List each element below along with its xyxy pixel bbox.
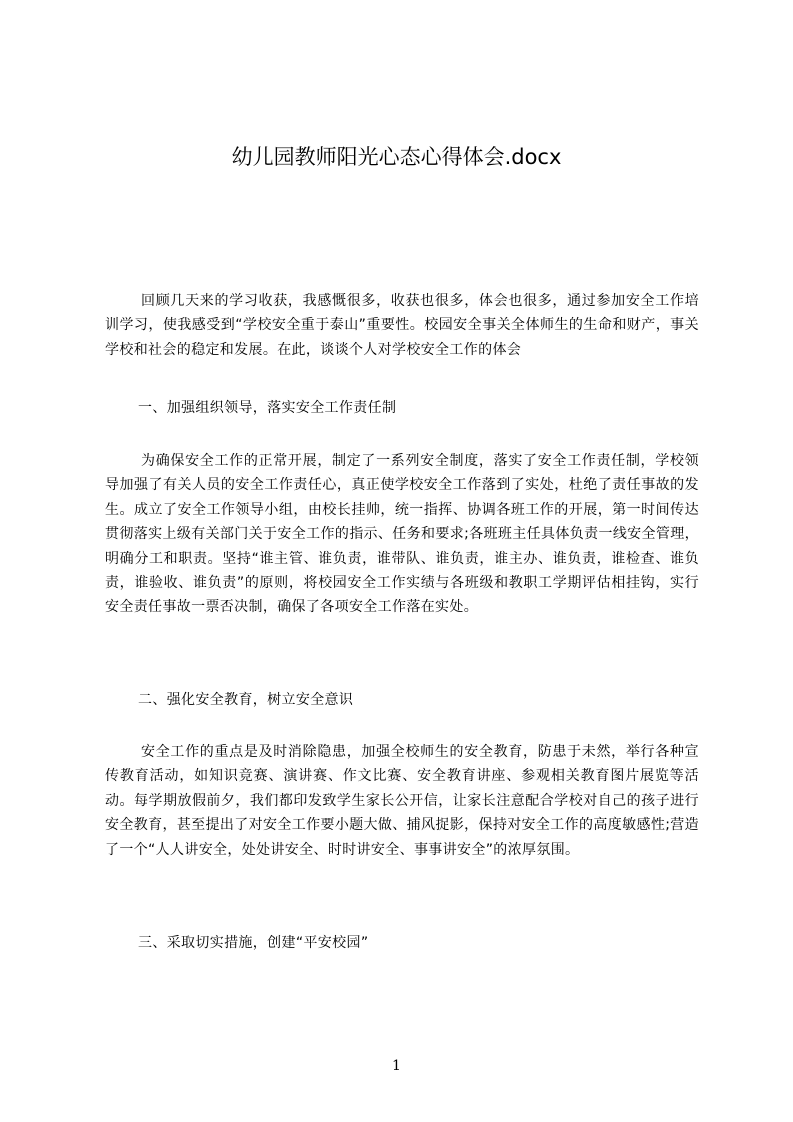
page-number: 1 xyxy=(392,1058,401,1074)
section-2-paragraph: 安全工作的重点是及时消除隐患，加强全校师生的安全教育，防患于未然，举行各种宣传教育活动，如知识竞赛、演讲赛、作文比赛、安全教育讲座、参观相关教育图片展览等活动。每学期放假前夕，我们都印发致学生家长公开信，让家长注意配合学校对自己的孩子进行安全教育，甚至提出了对安全工作要小题大做、捕风捉影，保持对安全工作的高度敏感性;营造了一个“人人讲安全，处处讲安全、时时讲安全、事事讲安全”的浓厚氛围。 xyxy=(105,744,699,858)
document-title: 幼儿园教师阳光心态心得体会.docx xyxy=(231,145,562,169)
section-heading-1: 一、加强组织领导，落实安全工作责任制 xyxy=(138,400,397,416)
section-1-paragraph: 为确保安全工作的正常开展，制定了一系列安全制度，落实了安全工作责任制，学校领导加强了有关人员的安全工作责任心，真正使学校安全工作落到了实处，杜绝了责任事故的发生。成立了安全工作领导小组，由校长挂帅，统一指挥、协调各班工作的开展，第一时间传达贯彻落实上级有关部门关于安全工作的指示、任务和要求;各班班主任具体负责一线安全管理，明确分工和职责。坚持“谁主管、谁负责，谁带队、谁负责，谁主办、谁负责，谁检查、谁负责，谁验收、谁负责”的原则，将校园安全工作实绩与各班级和教职工学期评估相挂钩，实行安全责任事故一票否决制，确保了各项安全工作落在实处。 xyxy=(105,453,699,616)
section-heading-2: 二、强化安全教育，树立安全意识 xyxy=(138,692,354,708)
intro-paragraph: 回顾几天来的学习收获，我感慨很多，收获也很多，体会也很多，通过参加安全工作培训学习，使我感受到“学校安全重于泰山”重要性。校园安全事关全体师生的生命和财产，事关学校和社会的稳定和发展。在此，谈谈个人对学校安全工作的体会 xyxy=(105,293,699,358)
section-heading-3: 三、采取切实措施，创建“平安校园” xyxy=(138,935,369,951)
